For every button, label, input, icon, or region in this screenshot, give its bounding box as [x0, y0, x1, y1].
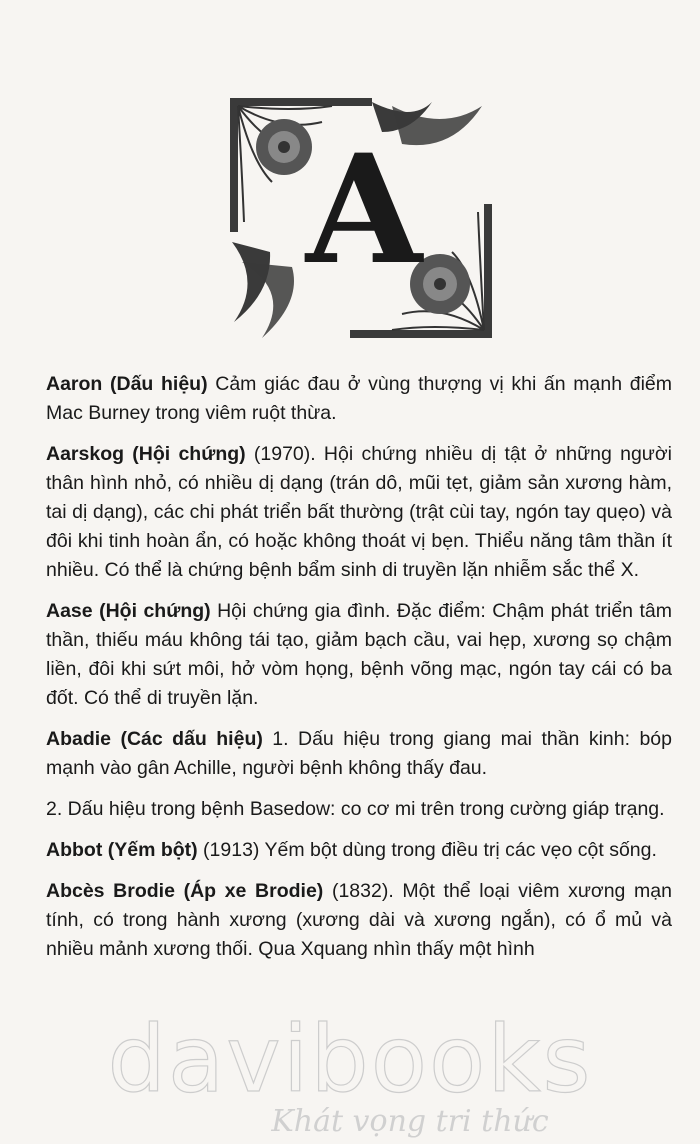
- entry-term: Abcès Brodie (Áp xe Brodie): [46, 880, 324, 902]
- leaves-bottom-left: [232, 242, 294, 338]
- ornament-svg: [222, 92, 500, 344]
- watermark-tagline: Khát vọng tri thức: [271, 1104, 549, 1139]
- entry-aase: [46, 597, 672, 713]
- entry-text: Hội chứng gia đình. Đặc điểm: Chậm phát triển tâm thần, thiếu máu không tái tạo, giảm bạch cầu, vai hẹp, xương sọ chậm liền, đôi khi sứt môi, hở vòm họng, bệnh võng mạc, ngón tay cái có ba đốt. Có thể di truyền lặn.: [46, 600, 672, 709]
- watermark-logo: davibooks: [107, 1006, 593, 1113]
- entry-term: Aarskog (Hội chứng): [46, 443, 246, 465]
- entry-text: Cảm giác đau ở vùng thượng vị khi ấn mạnh điểm Mac Burney trong viêm ruột thừa.: [46, 373, 673, 424]
- dictionary-entries: [46, 370, 672, 976]
- entry-abadie-2: [46, 795, 672, 824]
- entry-aaron: [46, 370, 672, 428]
- watermark: [0, 1006, 700, 1139]
- entry-text: 1. Dấu hiệu trong giang mai thần kinh: bóp mạnh vào gân Achille, người bệnh không thấy đau.: [46, 728, 673, 779]
- ornament-letter: A: [305, 122, 423, 298]
- entry-abces-brodie: [46, 877, 672, 964]
- entry-term: Abadie (Các dấu hiệu): [46, 728, 263, 750]
- entry-text: (1913) Yếm bột dùng trong điều trị các vẹo cột sống.: [197, 839, 657, 861]
- entry-text: (1832). Một thể loại viêm xương mạn tính, có trong hành xương (xương dài và xương ngắn), có ổ mủ và nhiều mảnh xương thối. Qua Xquang nhìn thấy một hình: [46, 880, 672, 960]
- entry-abadie: [46, 725, 672, 783]
- entry-term: Abbot (Yếm bột): [46, 839, 198, 861]
- entry-text: (1970). Hội chứng nhiều dị tật ở những người thân hình nhỏ, có nhiều dị dạng (trán dô, mũi tẹt, giảm sản xương hàm, tai dị dạng), các chi phát triển bất thường (trật cùi tay, ngón tay quẹo) và đôi khi tinh hoàn ẩn, có hoặc không thoát vị bẹn. Thiểu năng tâm thần ít nhiều. Có thể là chứng bệnh bẩm sinh di truyền lặn nhiễm sắc thể X.: [46, 443, 672, 581]
- entry-text: 2. Dấu hiệu trong bệnh Basedow: co cơ mi trên trong cường giáp trạng.: [46, 798, 665, 820]
- entry-term: Aase (Hội chứng): [46, 600, 211, 622]
- entry-aarskog: [46, 440, 672, 585]
- entry-abbot: [46, 836, 672, 865]
- ornamental-letter-frame: [222, 92, 500, 344]
- entry-term: Aaron (Dấu hiệu): [46, 373, 208, 395]
